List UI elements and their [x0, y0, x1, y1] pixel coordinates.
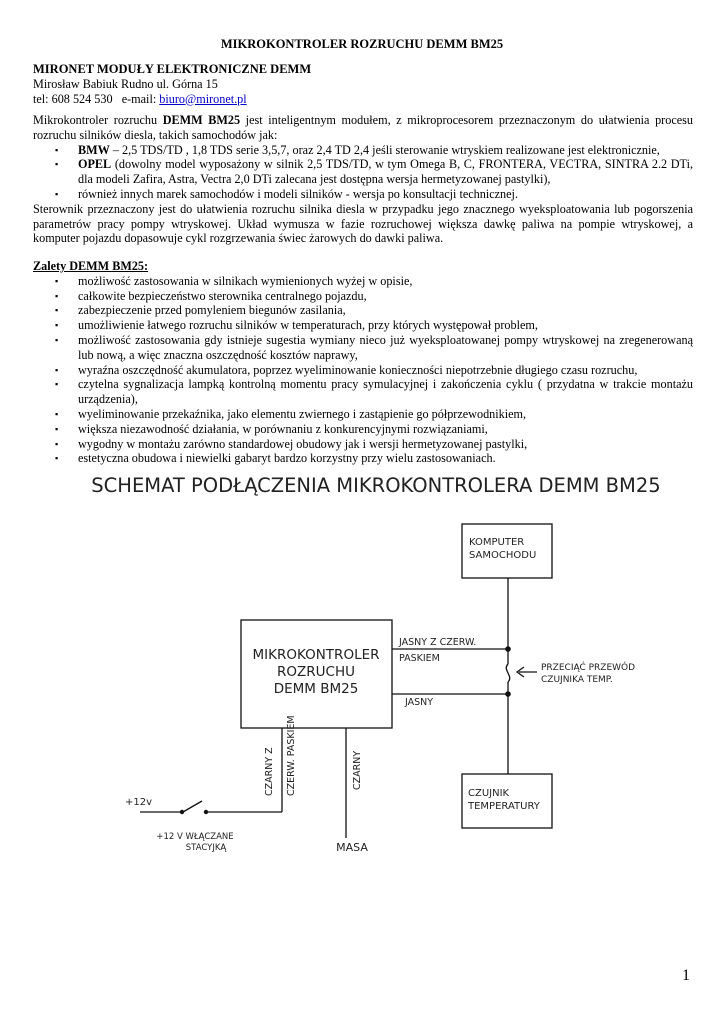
wire-cut-icon — [506, 664, 509, 682]
page-number: 1 — [682, 967, 690, 984]
bullet-icon: ▪ — [55, 275, 59, 286]
advantage-text: wyraźna oszczędność akumulatora, poprzez wyeliminowanie konieczności niepotrzebnie długiego czasu rozruchu, — [78, 362, 638, 377]
switch-note-2: STACYJKĄ — [185, 843, 227, 853]
ground-label: MASA — [336, 841, 368, 854]
wire-vertical-1-label-2: CZERW. PASKIEM — [286, 715, 297, 796]
bullet-icon: ▪ — [55, 408, 59, 419]
intro-text-start: Mikrokontroler rozruchu — [33, 113, 163, 127]
bullet-icon: ▪ — [55, 188, 59, 199]
advantages-list — [33, 274, 693, 466]
sensor-label-1: CZUJNIK — [468, 788, 510, 799]
bullet-icon: ▪ — [55, 144, 59, 155]
company-contact — [33, 92, 693, 107]
company-phone: tel: 608 524 530 — [33, 91, 113, 106]
wire-vertical-1-label-1: CZARNY Z — [264, 747, 275, 796]
list-item — [33, 363, 693, 378]
bullet-icon: ▪ — [55, 379, 59, 390]
car-brand: BMW — [78, 142, 110, 157]
company-info — [33, 62, 693, 106]
email-label: e-mail: — [121, 91, 157, 106]
wire-top-label-1: JASNY Z CZERW. — [399, 637, 477, 648]
car-details: – 2,5 TDS/TD , 1,8 TDS serie 3,5,7, oraz 2,4 TD 2,4 jeśli sterowanie wtryskiem realizowane jest elektronicznie, — [109, 142, 660, 157]
bullet-icon: ▪ — [55, 320, 59, 331]
bullet-icon: ▪ — [55, 364, 59, 375]
list-item — [33, 407, 693, 422]
email-link[interactable]: biuro@mironet.pl — [159, 91, 247, 106]
switch-contact — [180, 810, 184, 814]
bullet-icon: ▪ — [55, 159, 59, 170]
intro-section — [33, 113, 693, 246]
list-item — [33, 318, 693, 333]
controller-label-1: MIKROKONTROLER — [252, 647, 380, 663]
car-brand: OPEL — [78, 157, 112, 172]
advantage-text: większa niezawodność działania, w porównaniu z konkurencyjnymi rozwiązaniami, — [78, 421, 488, 436]
junction-dot — [505, 691, 511, 697]
bullet-icon: ▪ — [55, 438, 59, 449]
company-name: MIRONET MODUŁY ELEKTRONICZNE DEMM — [33, 62, 312, 76]
list-item — [33, 333, 693, 363]
car-list — [33, 143, 693, 202]
controller-label-2: ROZRUCHU — [277, 664, 355, 680]
list-item — [33, 289, 693, 304]
list-item — [33, 274, 693, 289]
company-address: Mirosław Babiuk Rudno ul. Górna 15 — [33, 76, 218, 91]
cut-note-1: PRZECIĄĆ PRZEWÓD — [541, 663, 636, 673]
bullet-icon: ▪ — [55, 305, 59, 316]
description-paragraph: Sterownik przeznaczony jest do ułatwienia rozruchu silnika diesla w przypadku jego znacznego wyeksploatowania lub pogorszenia parametrów pracy pompy wtryskowej. Układ wymusza w fazie rozruchowej większa dawkę paliwa na pompie wtryskowej, a komputer pojazdu dopasowuje cykl rozgrzewania świec żarowych do dawki paliwa. — [33, 201, 693, 246]
switch-lever — [183, 801, 202, 812]
computer-label-1: KOMPUTER — [469, 537, 525, 548]
bullet-icon: ▪ — [55, 453, 59, 464]
list-item — [33, 377, 693, 407]
advantage-text: estetyczna obudowa i niewielki gabaryt bardzo korzystny przy wielu zastosowaniach. — [78, 451, 496, 466]
list-item — [33, 303, 693, 318]
bullet-icon: ▪ — [55, 290, 59, 301]
wire-vertical-2-label: CZARNY — [352, 750, 363, 790]
cut-note-2: CZUJNIKA TEMP. — [541, 675, 613, 685]
list-item — [33, 157, 693, 187]
car-details: (dowolny model wyposażony w silnik 2,5 TDS/TD, w tym Omega B, C, FRONTERA, VECTRA, SINTRA 2.2 DTi, dla modeli Zafira, Astra, Vectra 2,0 DTi zalecana jest dostępna wersja hermetyzowanej pastylki), — [78, 157, 693, 187]
list-item — [33, 143, 693, 158]
list-item — [33, 422, 693, 437]
wiring-diagram — [0, 460, 724, 860]
advantage-text: całkowite bezpieczeństwo sterownika centralnego pojazdu, — [78, 288, 367, 303]
bullet-icon: ▪ — [55, 334, 59, 345]
list-item — [33, 187, 693, 202]
advantage-text: wygodny w montażu zarówno standardowej obudowy jak i wersji hermetyzowanej pastylki, — [78, 436, 528, 451]
intro-product-name: DEMM BM25 — [162, 113, 241, 127]
advantages-title: Zalety DEMM BM25: — [33, 259, 149, 273]
car-details: również innych marek samochodów i modeli silników - wersja po konsultacji technicznej. — [78, 186, 518, 201]
wire-bottom-label: JASNY — [405, 697, 434, 708]
controller-label-3: DEMM BM25 — [273, 681, 359, 697]
advantage-text: możliwość zastosowania w silnikach wymienionych wyżej w opisie, — [78, 273, 413, 288]
advantage-text: możliwość zastosowania gdy istnieje sugestia wymiany nieco już wyeksploatowanej pompy wtryskowej na zregenerowaną lub nową, a więc znaczna oszczędność kosztów naprawy, — [78, 332, 693, 362]
junction-dot — [505, 646, 511, 652]
advantage-text: zabezpieczenie przed pomyleniem biegunów zasilania, — [78, 303, 346, 318]
wire-top-label-2: PASKIEM — [399, 653, 440, 664]
switch-note-1: +12 V WŁĄCZANE — [156, 832, 234, 842]
switch-contact — [204, 810, 208, 814]
sensor-label-2: TEMPERATURY — [468, 801, 540, 812]
bullet-icon: ▪ — [55, 423, 59, 434]
advantages-section — [33, 259, 693, 466]
intro-paragraph — [33, 113, 693, 143]
intro-text-end: jest inteligentnym modułem, z mikroprocesorem przeznaczonym do ułatwienia procesu rozruchu silników diesla, takich samochodów jak: — [33, 113, 693, 142]
supply-label: +12v — [125, 797, 153, 808]
diagram-title: SCHEMAT PODŁĄCZENIA MIKROKONTROLERA DEMM BM25 — [91, 474, 661, 497]
document-title: MIKROKONTROLER ROZRUCHU DEMM BM25 — [220, 37, 504, 51]
computer-label-2: SAMOCHODU — [469, 550, 537, 561]
advantage-text: umożliwienie łatwego rozruchu silników w temperaturach, przy których występował problem, — [78, 318, 538, 333]
advantage-text: czytelna sygnalizacja lampką kontrolną momentu pracy symulacyjnej i zakończenia cyklu ( przydatna w trakcie montażu urządzenia), — [78, 377, 693, 407]
advantage-text: wyeliminowanie przekaźnika, jako elementu zwiernego i zastąpienie go półprzewodnikiem, — [78, 406, 527, 421]
list-item — [33, 437, 693, 452]
